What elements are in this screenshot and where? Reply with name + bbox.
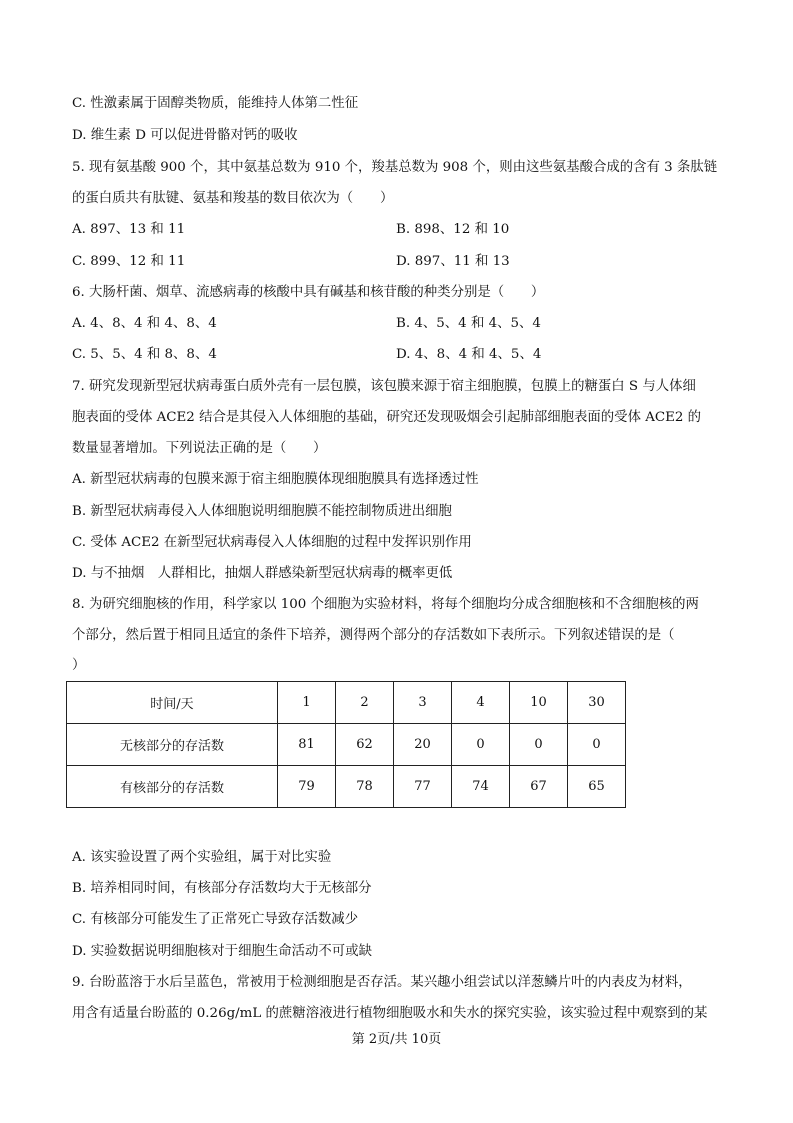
q8-option-c: C. 有核部分可能发生了正常死亡导致存活数减少	[72, 912, 359, 927]
table-cell: 有核部分的存活数	[67, 766, 278, 808]
question-7-stem-1: 7. 研究发现新型冠状病毒蛋白质外壳有一层包膜，该包膜来源于宿主细胞膜，包膜上的糖蛋白 S 与人体细	[72, 379, 696, 394]
q6-option-a: A. 4、8、4 和 4、8、4	[72, 316, 217, 331]
table-cell: 79	[278, 766, 336, 808]
table-row	[67, 682, 626, 724]
table-cell: 74	[452, 766, 510, 808]
table-cell: 3	[394, 682, 452, 724]
q6-option-c: C. 5、5、4 和 8、8、4	[72, 347, 217, 362]
table-cell: 2	[336, 682, 394, 724]
question-8-stem-1: 8. 为研究细胞核的作用，科学家以 100 个细胞为实验材料，将每个细胞均分成含细胞核和不含细胞核的两	[72, 597, 699, 612]
question-8-stem-2: 个部分，然后置于相同且适宜的条件下培养，测得两个部分的存活数如下表所示。下列叙述错误的是（	[72, 628, 675, 643]
table-cell: 30	[568, 682, 626, 724]
question-5-stem-2: 的蛋白质共有肽键、氨基和羧基的数目依次为（ ）	[72, 191, 394, 206]
page-number: 第 2页/共 10页	[351, 1032, 442, 1047]
question-7-stem-3: 数量显著增加。下列说法正确的是（ ）	[72, 441, 327, 456]
q5-option-a: A. 897、13 和 11	[72, 222, 186, 237]
table-row	[67, 724, 626, 766]
q8-option-a: A. 该实验设置了两个实验组，属于对比实验	[72, 850, 332, 865]
table-cell: 77	[394, 766, 452, 808]
question-5-stem-1: 5. 现有氨基酸 900 个，其中氨基总数为 910 个，羧基总数为 908 个，则由这些氨基酸合成的含有 3 条肽链	[72, 160, 718, 175]
question-8-stem-3: ）	[72, 658, 86, 673]
table-cell: 65	[568, 766, 626, 808]
table-cell: 67	[510, 766, 568, 808]
question-6-stem: 6. 大肠杆菌、烟草、流感病毒的核酸中具有碱基和核苷酸的种类分别是（ ）	[72, 285, 545, 300]
table-cell: 78	[336, 766, 394, 808]
table-cell: 81	[278, 724, 336, 766]
question-9-stem-2: 用含有适量台盼蓝的 0.26g/mL 的蔗糖溶液进行植物细胞吸水和失水的探究实验，该实验过程中观察到的某	[72, 1006, 708, 1021]
question-7-stem-2: 胞表面的受体 ACE2 结合是其侵入人体细胞的基础，研究还发现吸烟会引起肺部细胞表面的受体 ACE2 的	[72, 410, 702, 425]
table-cell: 无核部分的存活数	[67, 724, 278, 766]
table-row	[67, 766, 626, 808]
table-cell: 20	[394, 724, 452, 766]
option-c-q4: C. 性激素属于固醇类物质，能维持人体第二性征	[72, 96, 359, 111]
table-cell: 1	[278, 682, 336, 724]
table-cell: 4	[452, 682, 510, 724]
table-cell: 0	[510, 724, 568, 766]
q7-option-b: B. 新型冠状病毒侵入人体细胞说明细胞膜不能控制物质进出细胞	[72, 504, 452, 519]
q7-option-d: D. 与不抽烟 人群相比，抽烟人群感染新型冠状病毒的概率更低	[72, 566, 453, 581]
q8-option-b: B. 培养相同时间，有核部分存活数均大于无核部分	[72, 881, 372, 896]
table-cell: 0	[568, 724, 626, 766]
question-9-stem-1: 9. 台盼蓝溶于水后呈蓝色，常被用于检测细胞是否存活。某兴趣小组尝试以洋葱鳞片叶的内表皮为材料，	[72, 975, 692, 990]
q7-option-a: A. 新型冠状病毒的包膜来源于宿主细胞膜体现细胞膜具有选择透过性	[72, 472, 479, 487]
q5-option-c: C. 899、12 和 11	[72, 254, 186, 269]
survival-table	[66, 681, 626, 808]
option-d-q4: D. 维生素 D 可以促进骨骼对钙的吸收	[72, 128, 298, 143]
q5-option-d: D. 897、11 和 13	[396, 254, 510, 269]
q6-option-d: D. 4、8、4 和 4、5、4	[396, 347, 542, 362]
table-cell: 10	[510, 682, 568, 724]
table-cell: 62	[336, 724, 394, 766]
q5-option-b: B. 898、12 和 10	[396, 222, 510, 237]
q6-option-b: B. 4、5、4 和 4、5、4	[396, 316, 541, 331]
q7-option-c: C. 受体 ACE2 在新型冠状病毒侵入人体细胞的过程中发挥识别作用	[72, 535, 472, 550]
table-cell: 时间/天	[67, 682, 278, 724]
q8-option-d: D. 实验数据说明细胞核对于细胞生命活动不可或缺	[72, 944, 372, 959]
table-cell: 0	[452, 724, 510, 766]
